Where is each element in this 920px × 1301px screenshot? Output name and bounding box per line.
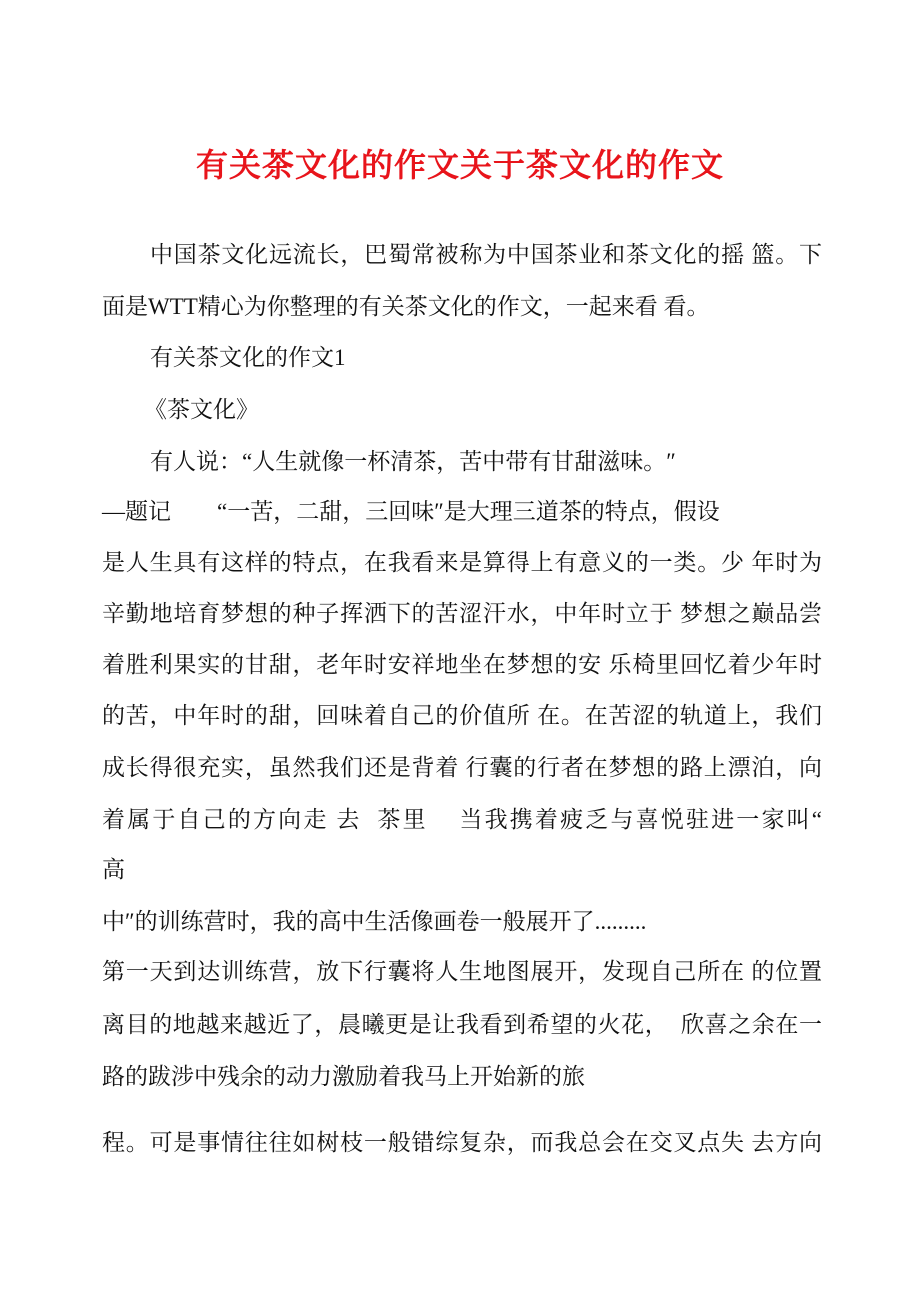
paragraph-line: 程。可是事情往往如树枝一般错综复杂，而我总会在交叉点失 去方向 bbox=[102, 1130, 822, 1155]
paragraph-line: 成长得很充实，虽然我们还是背着 行囊的行者在梦想的路上漂泊，向 bbox=[102, 755, 822, 780]
paragraph-line: 是人生具有这样的特点，在我看来是算得上有意义的一类。少 年时为 bbox=[102, 550, 822, 575]
paragraph-line: 离目的地越来越近了，晨曦更是让我看到希望的火花， 欣喜之余在一 bbox=[102, 1012, 822, 1037]
paragraph-line: 有人说：“人生就像一杯清茶，苦中带有甘甜滋味。″ bbox=[150, 449, 676, 474]
paragraph-line: —题记 “一苦，二甜，三回味″是大理三道茶的特点，假设 bbox=[102, 499, 720, 524]
paragraph-line: 中″的训练营时，我的高中生活像画卷一般展开了......... bbox=[102, 909, 647, 934]
section-heading: 有关茶文化的作文1 bbox=[150, 345, 346, 370]
paragraph-line: 着胜利果实的甘甜，老年时安祥地坐在梦想的安 乐椅里回忆着少年时 bbox=[102, 652, 822, 677]
essay-title: 《茶文化》 bbox=[144, 397, 259, 422]
paragraph-line: 路的跋涉中残余的动力激励着我马上开始新的旅 bbox=[102, 1064, 585, 1089]
paragraph-line: 中国茶文化远流长，巴蜀常被称为中国茶业和茶文化的摇 篮。下 bbox=[150, 242, 822, 267]
paragraph-line: 辛勤地培育梦想的种子挥洒下的苦涩汗水，中年时立于 梦想之巅品尝 bbox=[102, 601, 822, 626]
paragraph-line: 第一天到达训练营，放下行囊将人生地图展开，发现自己所在 的位置 bbox=[102, 959, 822, 984]
paragraph-line: 的苦，中年时的甜，回味着自己的价值所 在。在苦涩的轨道上，我们 bbox=[102, 703, 822, 728]
document-title: 有关茶文化的作文关于茶文化的作文 bbox=[195, 147, 724, 183]
paragraph-line: 着属于自己的方向走 去 茶里 当我携着疲乏与喜悦驻进一家叫“ bbox=[102, 807, 822, 832]
paragraph-line: 面是WTT精心为你整理的有关茶文化的作文，一起来看 看。 bbox=[102, 294, 710, 319]
paragraph-line: 高 bbox=[102, 857, 125, 882]
